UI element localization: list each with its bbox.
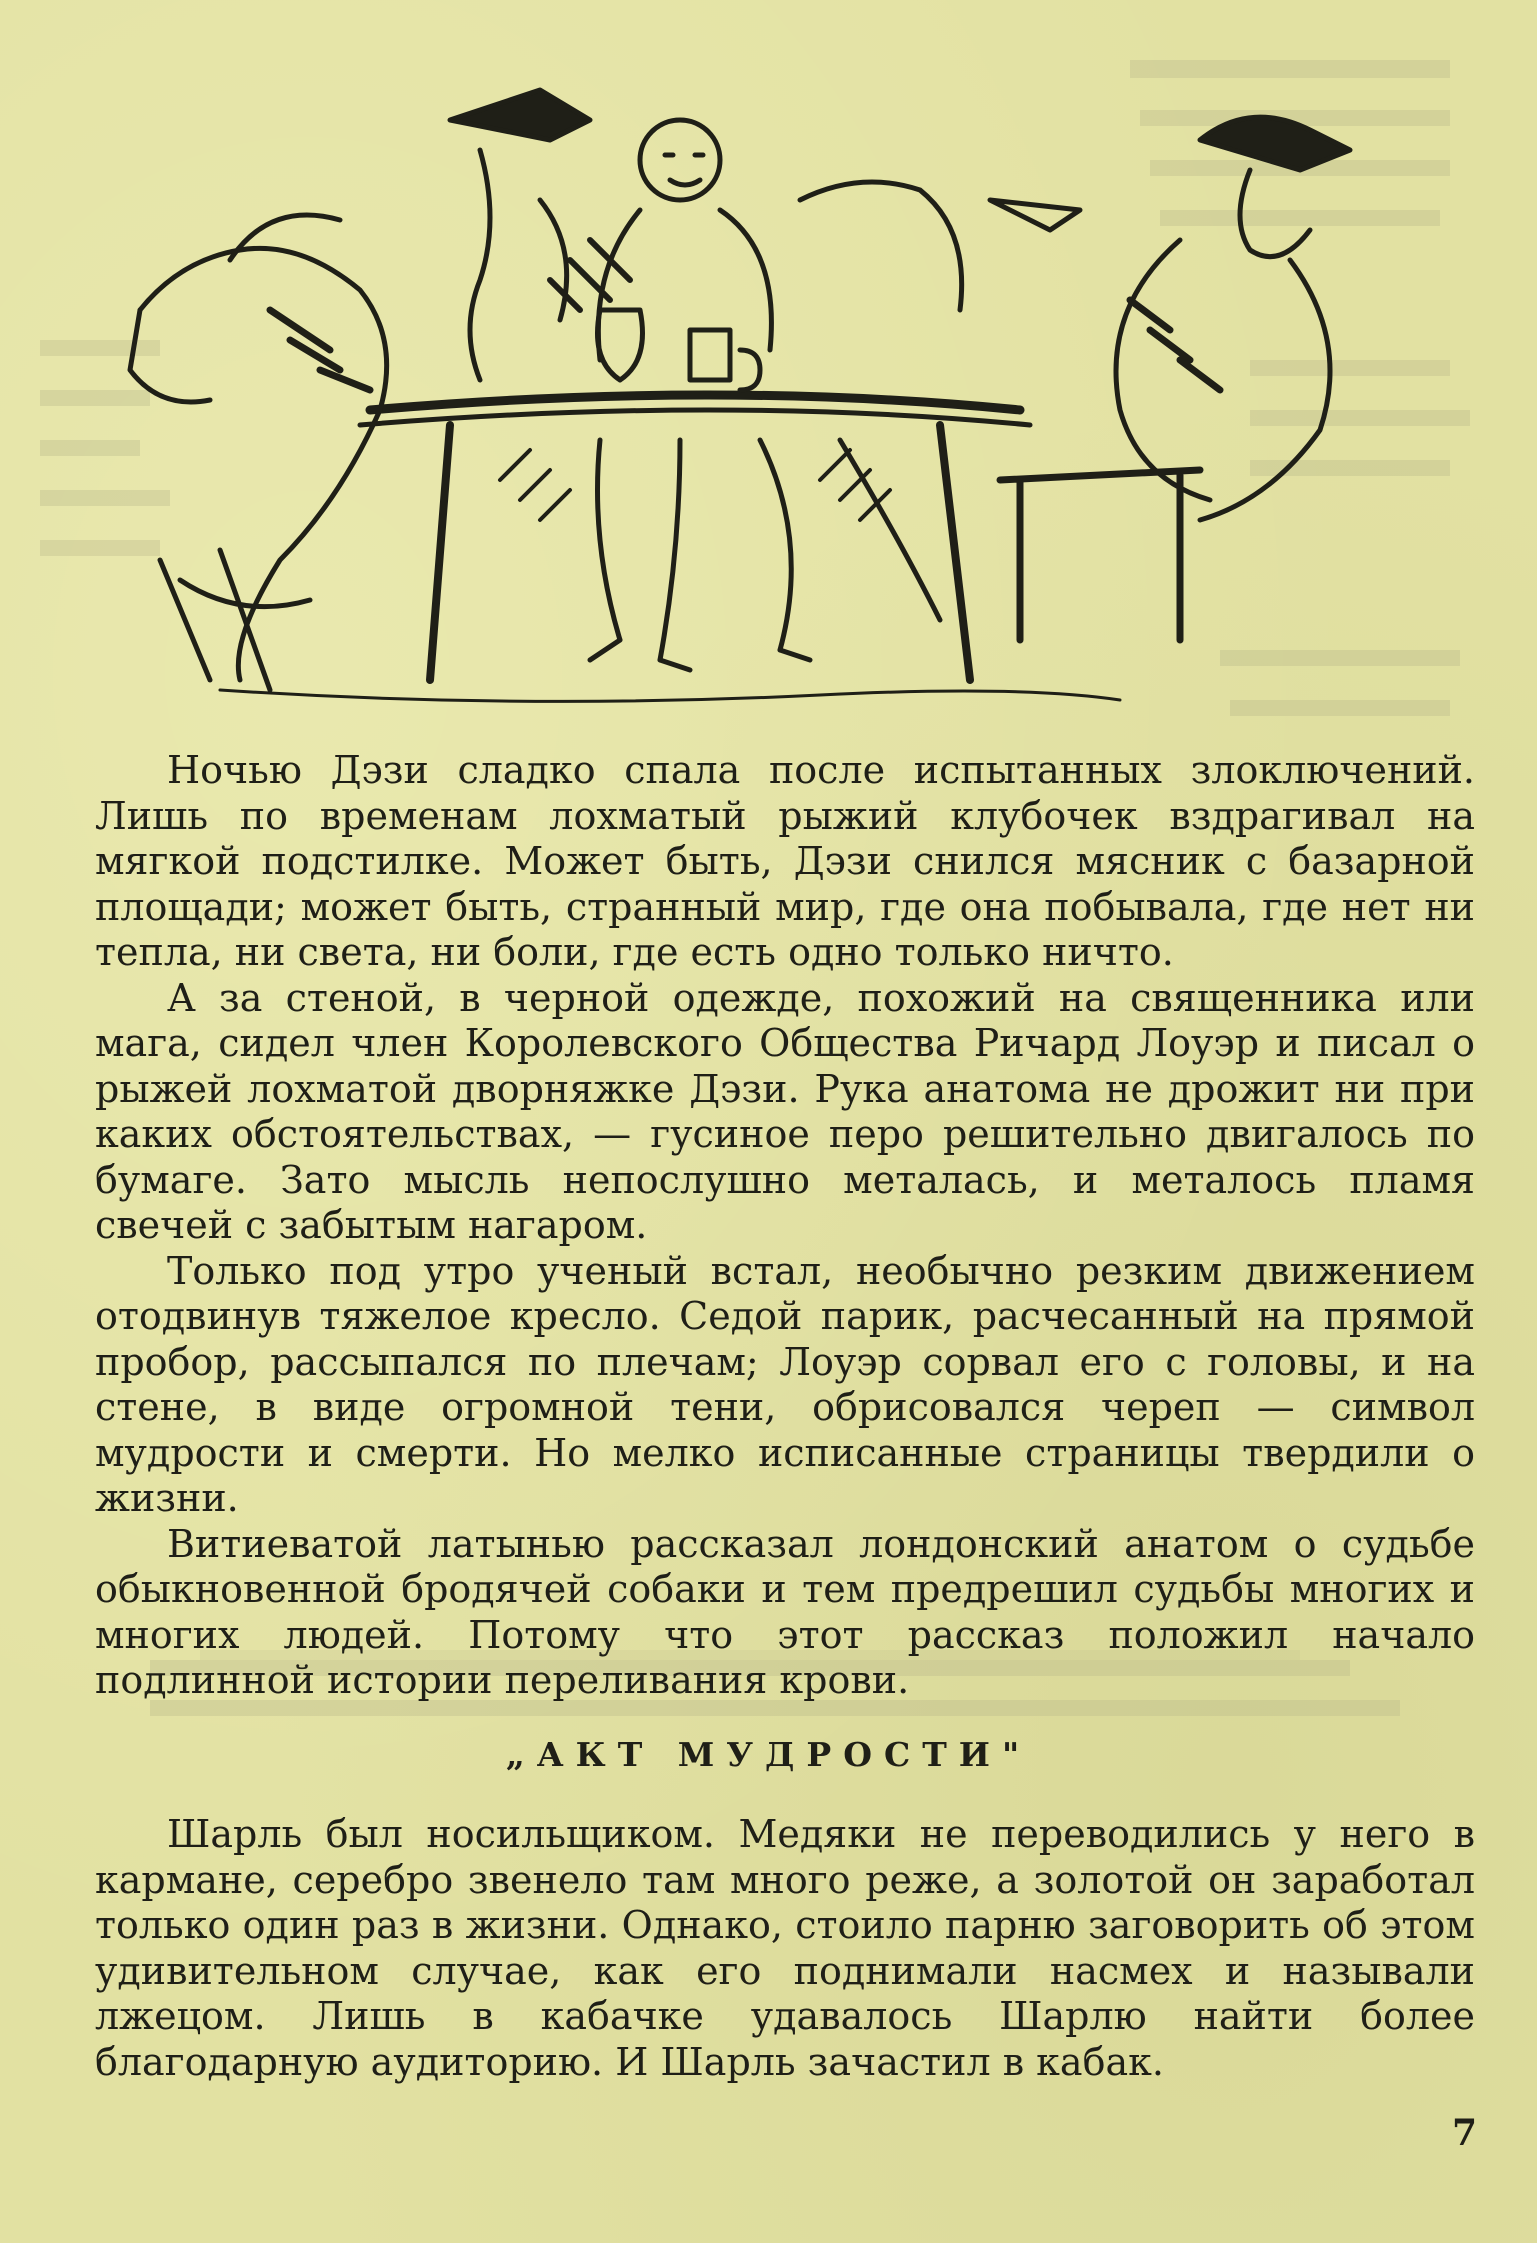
paragraph: Только под утро ученый встал, необычно резким движением отодвинув тяжелое кресло. Седой парик, расчесанный на прямой пробор, рассыпался по плечам; Лоуэр сорвал его с головы, и на стене, в виде огромной тени, обрисовался череп — символ мудрости и смерти. Но мелко исписанные страницы твердили о жизни. <box>95 1248 1475 1520</box>
paragraph: Витиеватой латынью рассказал лондонский анатом о судьбе обыкновенной бродячей собаки и тем предрешил судьбы многих и многих людей. Потому что этот рассказ положил начало подлинной истории переливания крови. <box>95 1521 1475 1702</box>
tavern-scene-illustration <box>120 80 1420 710</box>
page-number: 7 <box>1451 2112 1477 2154</box>
section-heading: „АКТ МУДРОСТИ" <box>505 1735 1032 1774</box>
paragraph: Ночью Дэзи сладко спала после испытанных злоключений. Лишь по временам лохматый рыжий клубочек вздрагивал на мягкой подстилке. Может быть, Дэзи снился мясник с базарной площади; может быть, странный мир, где она побывала, где нет ни тепла, ни света, ни боли, где есть одно только ничто. <box>95 748 1475 974</box>
body-text-bottom <box>95 1812 1475 2085</box>
body-text-top <box>95 748 1475 1704</box>
paragraph: А за стеной, в черной одежде, похожий на священника или мага, сидел член Королевского Общества Ричард Лоуэр и писал о рыжей лохматой дворняжке Дэзи. Рука анатома не дрожит ни при каких обстоятельствах, — гусиное перо решительно двигалось по бумаге. Зато мысль непослушно металась, и металось пламя свечей с забытым нагаром. <box>95 975 1475 1247</box>
paragraph: Шарль был носильщиком. Медяки не переводились у него в кармане, серебро звенело там много реже, а золотой он заработал только один раз в жизни. Однако, стоило парню заговорить об этом удивительном случае, как его поднимали насмех и называли лжецом. Лишь в кабачке удавалось Шарлю найти более благодарную аудиторию. И Шарль зачастил в кабак. <box>95 1812 1475 2084</box>
